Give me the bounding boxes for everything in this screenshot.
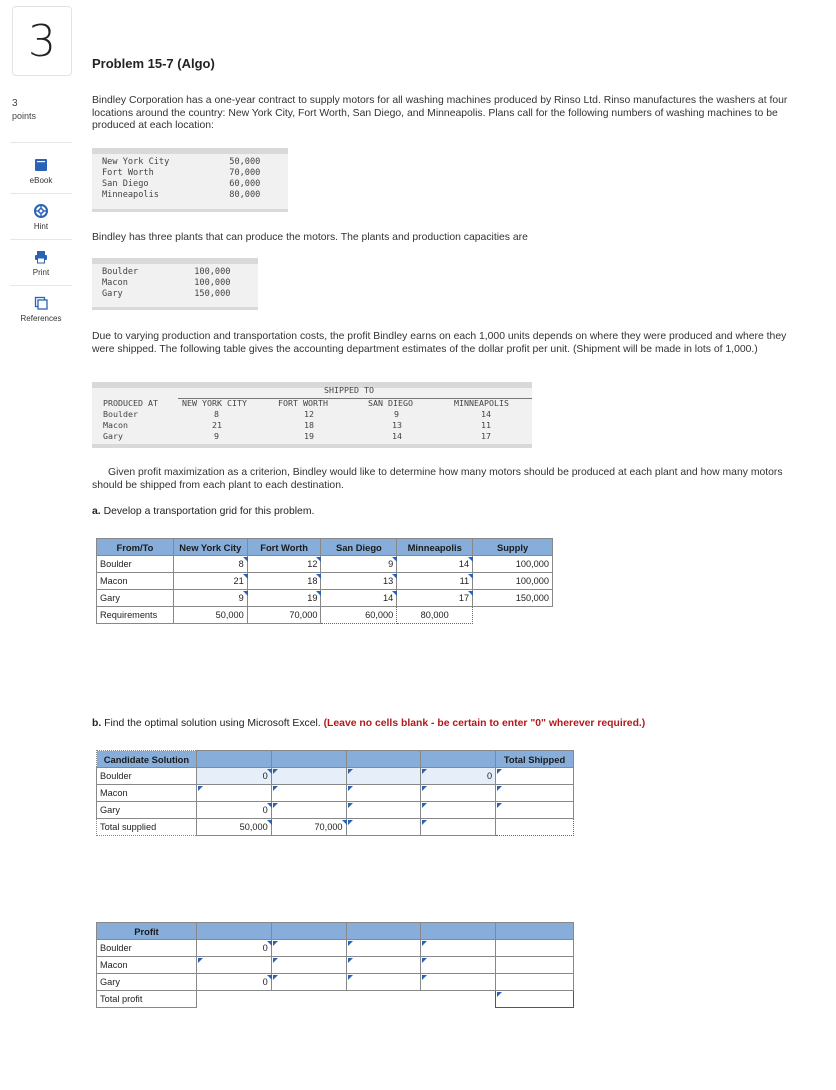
profit-empty — [496, 957, 574, 974]
profit-input[interactable] — [196, 957, 271, 974]
table-row — [97, 573, 553, 590]
column-header: MINNEAPOLIS — [454, 398, 509, 408]
row-label: Macon — [103, 420, 128, 430]
profit-input-cell[interactable]: 19 — [247, 590, 321, 607]
total-shipped-input[interactable] — [496, 785, 574, 802]
grid-header — [496, 923, 574, 940]
shipment-input[interactable]: 0 — [196, 802, 271, 819]
profit-cell: 14 — [392, 431, 402, 441]
profit-cell: 14 — [481, 409, 491, 419]
location-row: Fort Worth 70,000 — [102, 168, 261, 178]
points-label: points — [12, 111, 37, 121]
print-button[interactable] — [10, 240, 72, 286]
grid-header — [421, 751, 496, 768]
requirement-cell: 60,000 — [321, 607, 397, 624]
table-row — [97, 940, 574, 957]
row-label: Total supplied — [97, 819, 197, 836]
candidate-solution-grid — [96, 750, 574, 836]
profit-input[interactable] — [421, 940, 496, 957]
total-shipped-input[interactable] — [496, 768, 574, 785]
row-label: Macon — [97, 785, 197, 802]
profit-input-cell[interactable]: 9 — [321, 556, 397, 573]
row-label: Boulder — [103, 409, 138, 419]
supply-cell: 150,000 — [473, 590, 553, 607]
candidate-solution-header: Candidate Solution — [97, 751, 197, 768]
profit-empty — [496, 974, 574, 991]
profit-cell: 21 — [212, 420, 222, 430]
part-a-label — [92, 506, 314, 517]
total-supplied-input[interactable]: 70,000 — [271, 819, 346, 836]
plants-intro-text: Bindley has three plants that can produce the motors. The plants and production capacities are — [92, 232, 528, 243]
problem-title: Problem 15-7 (Algo) — [92, 56, 215, 71]
part-b-label — [92, 718, 645, 729]
profit-input-cell[interactable]: 17 — [397, 590, 473, 607]
profit-input-cell[interactable]: 13 — [321, 573, 397, 590]
intro-text: Bindley Corporation has a one-year contract to supply motors for all washing machines produced by Rinso Ltd. Rinso manufactures the washers at four locations around the country: New York City, Fort Worth, San Diego, and Minneapolis. Plans call for the following numbers of washing machines to be produced at each location: — [92, 95, 788, 132]
profit-input[interactable] — [346, 940, 421, 957]
row-label: Requirements — [97, 607, 174, 624]
part-b-note: (Leave no cells blank - be certain to enter "0" wherever required.) — [323, 718, 646, 729]
shipment-input[interactable] — [346, 802, 421, 819]
table-row — [97, 607, 553, 624]
profit-cell: 13 — [392, 420, 402, 430]
shipment-input[interactable] — [421, 785, 496, 802]
row-label: Gary — [97, 590, 174, 607]
grid-header — [271, 751, 346, 768]
shipment-input[interactable] — [421, 802, 496, 819]
total-profit-input[interactable] — [496, 991, 574, 1008]
profit-input[interactable] — [271, 957, 346, 974]
profit-cell: 12 — [304, 409, 314, 419]
requirement-cell: 80,000 — [397, 607, 473, 624]
row-label: Macon — [97, 957, 197, 974]
grid-header — [421, 923, 496, 940]
location-row: New York City 50,000 — [102, 157, 261, 167]
profit-input[interactable] — [271, 974, 346, 991]
shipment-input[interactable] — [346, 785, 421, 802]
shipment-input[interactable] — [346, 768, 421, 785]
grid-header: Minneapolis — [397, 539, 473, 556]
profit-input-cell[interactable]: 14 — [321, 590, 397, 607]
hint-label: Hint — [33, 221, 49, 231]
profit-cell: 19 — [304, 431, 314, 441]
profit-input-cell[interactable]: 18 — [247, 573, 321, 590]
shipment-input[interactable] — [271, 785, 346, 802]
profit-input[interactable] — [271, 940, 346, 957]
profit-per-unit-table — [92, 382, 532, 448]
profit-cell: 18 — [304, 420, 314, 430]
column-header: SAN DIEGO — [368, 398, 413, 408]
row-label: Gary — [103, 431, 123, 441]
grid-header — [271, 923, 346, 940]
grid-header: From/To — [97, 539, 174, 556]
total-shipped-header: Total Shipped — [496, 751, 574, 768]
total-supplied-input[interactable] — [346, 819, 421, 836]
print-label: Print — [32, 267, 50, 277]
table-row — [97, 768, 574, 785]
table-row — [97, 590, 553, 607]
plant-row: Macon 100,000 — [102, 278, 231, 288]
table-row — [97, 957, 574, 974]
part-a-letter: a. — [92, 506, 101, 517]
grid-header: San Diego — [321, 539, 397, 556]
requirement-cell: 70,000 — [247, 607, 321, 624]
question-number: 3 — [12, 6, 72, 76]
profit-cell: 9 — [394, 409, 399, 419]
profit-input-cell[interactable]: 8 — [173, 556, 247, 573]
profit-grid — [96, 922, 574, 1008]
locations-table — [92, 148, 288, 212]
profit-input[interactable] — [421, 974, 496, 991]
total-supplied-input[interactable]: 50,000 — [196, 819, 271, 836]
profit-input-cell[interactable]: 11 — [397, 573, 473, 590]
location-row: San Diego 60,000 — [102, 179, 261, 189]
total-shipped-input[interactable] — [496, 802, 574, 819]
row-label: Boulder — [97, 940, 197, 957]
grid-header: Supply — [473, 539, 553, 556]
row-label: Total profit — [97, 991, 197, 1008]
references-button[interactable] — [10, 286, 72, 332]
supply-cell: 100,000 — [473, 573, 553, 590]
table-row — [97, 974, 574, 991]
table-row — [97, 802, 574, 819]
table-row — [97, 819, 574, 836]
profit-intro-text: Due to varying production and transportation costs, the profit Bindley earns on each 1,000 units depends on where they were produced and where they were shipped. The following table gives the accounting department estimates of the dollar profit per unit. (Shipment will be made in lots of 1,000.) — [92, 331, 787, 355]
profit-input-cell[interactable]: 9 — [173, 590, 247, 607]
grid-header — [346, 751, 421, 768]
shipment-input[interactable] — [271, 802, 346, 819]
row-label: Gary — [97, 974, 197, 991]
part-b-text: Find the optimal solution using Microsoft Excel. — [104, 718, 321, 729]
profit-cell: 8 — [214, 409, 219, 419]
shipment-input[interactable] — [196, 785, 271, 802]
row-label: Macon — [97, 573, 174, 590]
grid-header — [196, 751, 271, 768]
ebook-label: eBook — [29, 175, 53, 185]
transportation-grid — [96, 538, 553, 624]
plant-row: Gary 150,000 — [102, 289, 231, 299]
table-row — [97, 785, 574, 802]
total-supplied-input[interactable] — [421, 819, 496, 836]
points-info — [12, 98, 36, 122]
shipment-input[interactable]: 0 — [421, 768, 496, 785]
row-label: Boulder — [97, 556, 174, 573]
shipped-to-label: SHIPPED TO — [324, 385, 374, 395]
total-supplied-empty — [496, 819, 574, 836]
criterion-text: Given profit maximization as a criterion, Bindley would like to determine how many motors should be produced at each plant and how many motors should be shipped from each plant to each destination. — [92, 467, 783, 491]
part-a-text: Develop a transportation grid for this problem. — [103, 506, 315, 517]
ebook-button[interactable] — [10, 148, 72, 194]
table-row — [97, 991, 574, 1008]
profit-input-cell[interactable]: 14 — [397, 556, 473, 573]
profit-cell: 11 — [481, 420, 491, 430]
profit-empty — [496, 940, 574, 957]
print-icon — [33, 249, 49, 265]
row-label: Gary — [97, 802, 197, 819]
plants-table — [92, 258, 258, 310]
references-label: References — [20, 314, 62, 323]
profit-input[interactable]: 0 — [196, 940, 271, 957]
profit-header: Profit — [97, 923, 197, 940]
references-icon — [33, 295, 49, 311]
profit-input-cell[interactable]: 12 — [247, 556, 321, 573]
profit-input[interactable]: 0 — [196, 974, 271, 991]
profit-input-cell[interactable]: 21 — [173, 573, 247, 590]
supply-cell: 100,000 — [473, 556, 553, 573]
grid-header: New York City — [173, 539, 247, 556]
grid-header — [196, 923, 271, 940]
location-row: Minneapolis 80,000 — [102, 190, 261, 200]
row-label: Boulder — [97, 768, 197, 785]
grid-header: Fort Worth — [247, 539, 321, 556]
profit-input[interactable] — [346, 957, 421, 974]
profit-input[interactable] — [346, 974, 421, 991]
plant-row: Boulder 100,000 — [102, 267, 231, 277]
requirement-cell: 50,000 — [173, 607, 247, 624]
profit-cell: 17 — [481, 431, 491, 441]
part-b-letter: b. — [92, 718, 102, 729]
shipment-input[interactable]: 0 — [196, 768, 271, 785]
produced-at-label: PRODUCED AT — [103, 398, 158, 408]
column-header: NEW YORK CITY — [182, 398, 247, 408]
profit-input[interactable] — [421, 957, 496, 974]
hint-button[interactable] — [10, 194, 72, 240]
table-row — [97, 556, 553, 573]
profit-cell: 9 — [214, 431, 219, 441]
shipment-input[interactable] — [271, 768, 346, 785]
column-header: FORT WORTH — [278, 398, 328, 408]
hint-icon — [33, 203, 49, 219]
points-value: 3 — [12, 98, 18, 109]
ebook-icon — [33, 157, 49, 173]
grid-header — [346, 923, 421, 940]
